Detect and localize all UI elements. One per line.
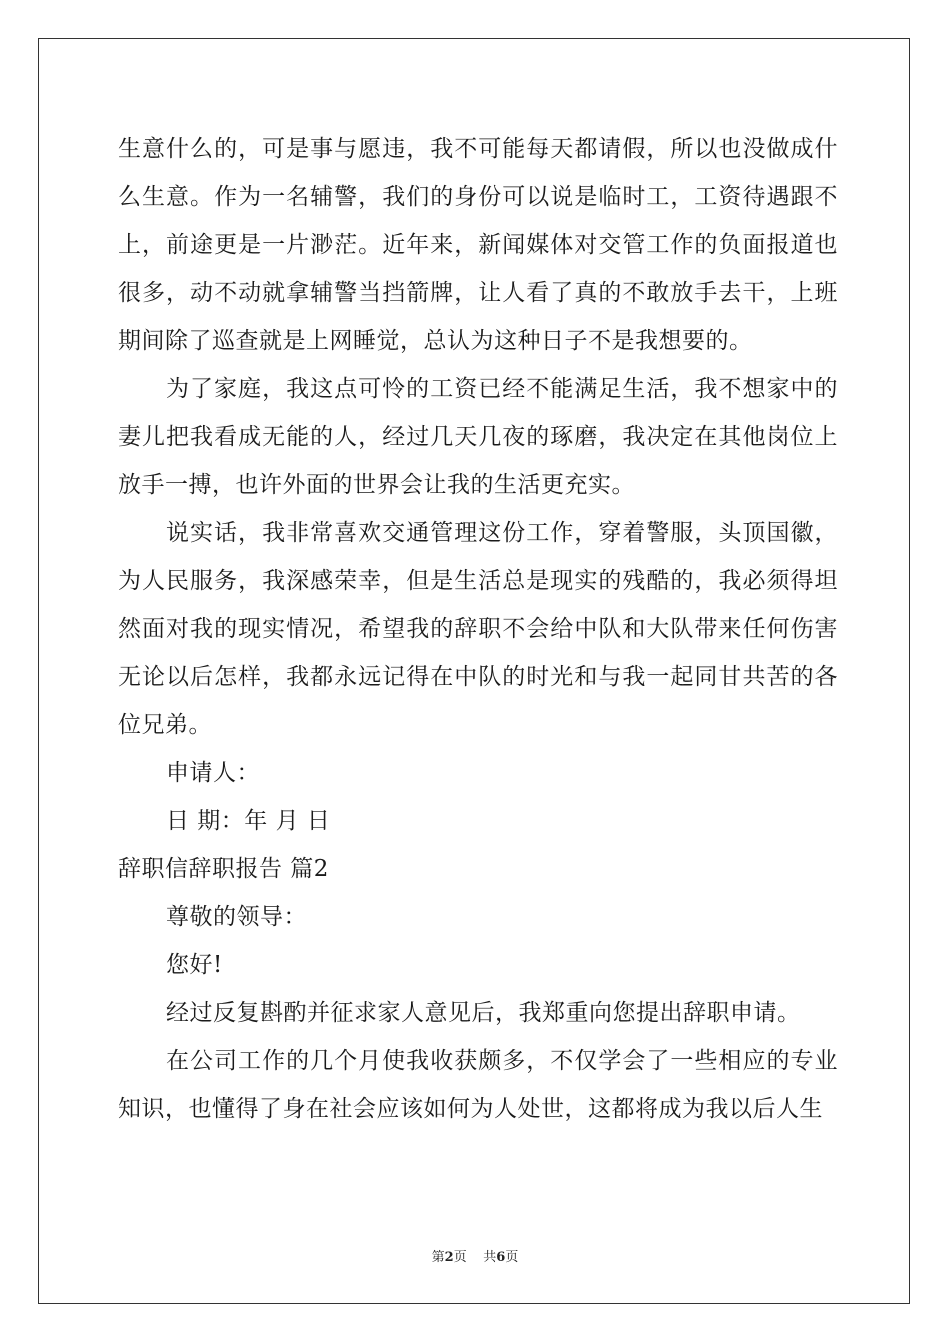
page-suffix: 页 [453,1250,467,1265]
salutation: 尊敬的领导： [166,904,307,930]
document-body [118,125,838,1133]
paragraph: 在公司工作的几个月使我收获颇多，不仅学会了一些相应的专业知识，也懂得了身在社会应该如何为人处世，这都将成为我以后人生 [118,1048,838,1122]
total-suffix: 页 [505,1250,519,1265]
page-number: 2 [444,1250,454,1265]
paragraph: 为了家庭，我这点可怜的工资已经不能满足生活，我不想家中的妻儿把我看成无能的人，经过几天几夜的琢磨，我决定在其他岗位上放手一搏，也许外面的世界会让我的生活更充实。 [118,376,838,498]
paragraph: 经过反复斟酌并征求家人意见后，我郑重向您提出辞职申请。 [166,1000,801,1026]
date-line: 日 期：年 月 日 [166,808,331,834]
greeting: 您好! [166,952,223,978]
page-prefix: 第 [431,1250,445,1265]
section-heading: 辞职信辞职报告 篇2 [118,856,329,882]
total-prefix: 共 [483,1250,497,1265]
paragraph: 说实话，我非常喜欢交通管理这份工作，穿着警服，头顶国徽，为人民服务，我深感荣幸，但是生活总是现实的残酷的，我必须得坦然面对我的现实情况，希望我的辞职不会给中队和大队带来任何伤害无论以后怎样，我都永远记得在中队的时光和与我一起同甘共苦的各位兄弟。 [118,520,838,738]
page-footer [0,1246,950,1265]
paragraph: 生意什么的，可是事与愿违，我不可能每天都请假，所以也没做成什么生意。作为一名辅警，我们的身份可以说是临时工，工资待遇跟不上，前途更是一片渺茫。近年来，新闻媒体对交管工作的负面报道也很多，动不动就拿辅警当挡箭牌，让人看了真的不敢放手去干，上班期间除了巡查就是上网睡觉，总认为这种日子不是我想要的。 [118,136,838,354]
total-pages: 6 [496,1250,506,1265]
applicant-line: 申请人： [166,760,260,786]
